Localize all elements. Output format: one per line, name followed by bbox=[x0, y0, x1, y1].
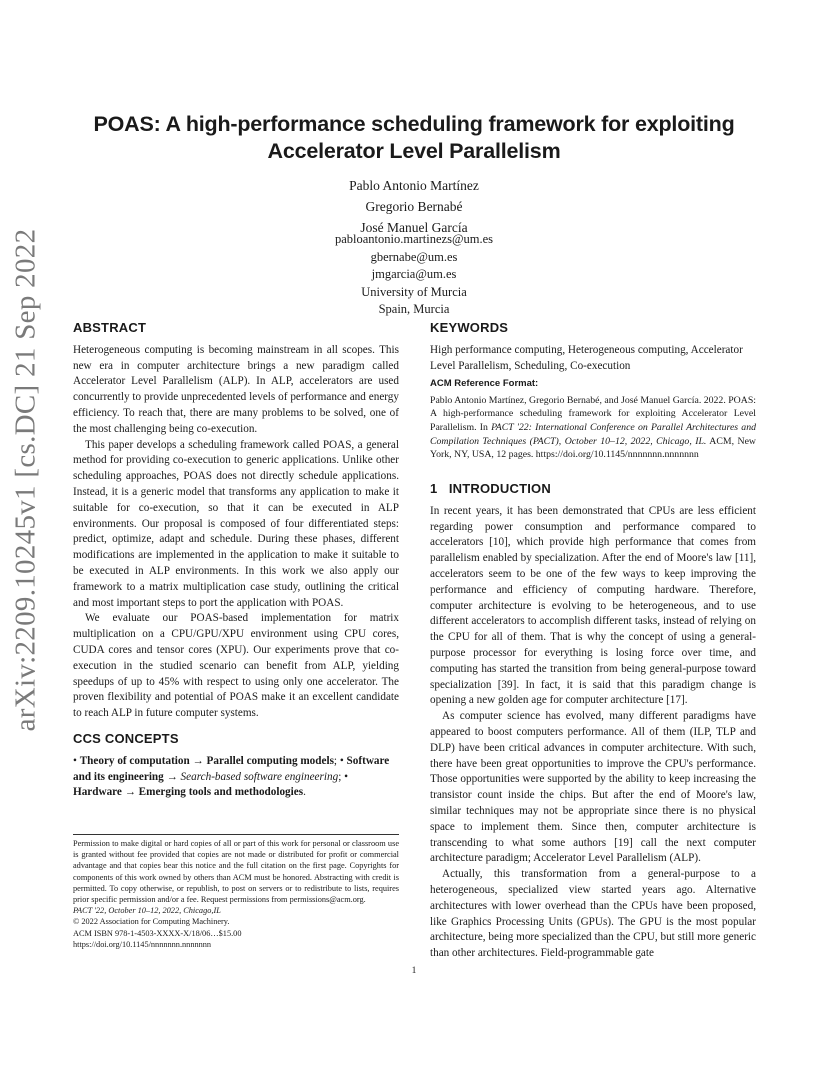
ccs-concept: Software and its engineering bbox=[73, 754, 390, 783]
title-line-2: Accelerator Level Parallelism bbox=[267, 139, 561, 163]
affiliation-institution: University of Murcia bbox=[361, 284, 467, 299]
abstract-paragraph: This paper develops a scheduling framework called POAS, a general method for providing co-execution to generic applications. Unlike other scheduling approaches, POAS does not directly schedule applications. Instead, it is a generic model that transforms any application to make it suitable for co-execution, so that it can be executed in ALP environments. Our proposal is composed of four differentiated steps: predict, optimize, adapt and schedule. During these phases, different modifications are implemented in the application to make it suitable to be executed in ALP environments. In this work we also apply our framework to a matrix multiplication case study, outlining the critical and most important steps to port the application with POAS. bbox=[73, 438, 399, 609]
arrow: → bbox=[163, 770, 181, 783]
author-list bbox=[214, 175, 614, 238]
abstract-paragraph: Heterogeneous computing is becoming mainstream in all scopes. This new era in computer architecture brings a new paradigm called Accelerator Level Parallelism (ALP). In ALP, accelerators are used concurrently to provide unprecedented levels of performance and energy efficiency. To reach that, there are many problems to be solved, one of the most challenging being co-execution. bbox=[73, 343, 399, 435]
author-name: José Manuel García bbox=[360, 220, 468, 235]
period: . bbox=[303, 786, 306, 799]
page-number: 1 bbox=[411, 966, 417, 976]
permission-notice: Permission to make digital or hard copies of all or part of this work for personal or classroom use is granted without fee provided that copies are not made or distributed for profit or commercial advantage and that copies bear this notice and the full citation on the first page. Copyrights for components of this work owned by others than ACM must be honored. Abstracting with credit is permitted. To copy otherwise, or republish, to post on servers or to redistribute to lists, requires prior specific permission and/or a fee. Request permissions from permissions@acm.org. bbox=[73, 839, 399, 905]
isbn-line: ACM ISBN 978-1-4503-XXXX-X/18/06…$15.00 bbox=[73, 928, 242, 938]
affiliation-location: Spain, Murcia bbox=[378, 302, 450, 316]
author-email: gbernabe@um.es bbox=[370, 249, 458, 264]
intro-paragraph: As computer science has evolved, many different paradigms have appeared to boost computers performance. All of them (ILP, TLP and DLP) have been critical advances in computer architecture. With such, there have been great opportunities to improve the CPU's performance. Those opportunities were supported by the ability to keep increasing the transistor count inside the chips. But after the end of Moore's law, similar techniques may not be appropriate since there is no physical space to implement them. Since then, computer architecture is transcending to what some authors [19] call the next computer architecture paradigm; Accelerator Level Parallelism (ALP). bbox=[430, 710, 756, 865]
ccs-concept: Search-based software engineering bbox=[180, 770, 339, 783]
abstract-section bbox=[73, 320, 399, 722]
keywords-text: High performance computing, Heterogeneous computing, Accelerator Level Parallelism, Scheduling, Co-execution bbox=[430, 343, 743, 372]
separator: ; • bbox=[338, 770, 349, 783]
author-name: Gregorio Bernabé bbox=[365, 199, 463, 214]
ccs-concept: Emerging tools and methodologies bbox=[138, 786, 304, 799]
arrow: → bbox=[121, 786, 139, 799]
ccs-concept: Hardware bbox=[73, 786, 122, 799]
acm-reference-heading: ACM Reference Format: bbox=[430, 378, 539, 389]
introduction-section bbox=[430, 481, 756, 962]
separator: ; • bbox=[333, 754, 347, 767]
author-email: jmgarcia@um.es bbox=[371, 267, 457, 281]
bullet: • bbox=[73, 754, 80, 767]
arxiv-identifier: arXiv:2209.10245v1 [cs.DC] 21 Sep 2022 bbox=[9, 228, 42, 732]
ccs-concepts-text bbox=[73, 754, 399, 801]
footnote-rule bbox=[73, 834, 399, 835]
arrow: → bbox=[189, 754, 207, 767]
ccs-concepts-section bbox=[73, 731, 399, 801]
title-line-1: POAS: A high-performance scheduling framework for exploiting bbox=[93, 112, 735, 136]
ccs-concept: Parallel computing models bbox=[206, 754, 334, 767]
venue-line: PACT '22, October 10–12, 2022, Chicago,IL bbox=[73, 906, 221, 916]
paper-title bbox=[40, 111, 788, 165]
acm-reference-text bbox=[430, 394, 756, 462]
copyright-footnote bbox=[73, 838, 399, 950]
reference-publisher: ACM, New York, NY, USA, 12 pages. https://doi.org/10.1145/nnnnnnn.nnnnnnn bbox=[430, 435, 756, 461]
ccs-concept: Theory of computation bbox=[79, 754, 190, 767]
acm-reference-section bbox=[430, 376, 756, 462]
copyright-line: © 2022 Association for Computing Machinery. bbox=[73, 917, 230, 927]
ccs-heading: CCS CONCEPTS bbox=[73, 731, 179, 746]
abstract-paragraph: We evaluate our POAS-based implementation for matrix multiplication on a CPU/GPU/XPU environment using CPU cores, CUDA cores and tensor cores (XPU). Our experiments prove that co-execution in the studied scenario can benefit from ALP, yielding speedups of up to 45% with respect to using only one accelerator. The proven flexibility and potential of POAS make it an excellent candidate to reach ALP in future computer systems. bbox=[73, 612, 399, 720]
doi-line: https://doi.org/10.1145/nnnnnnn.nnnnnnn bbox=[73, 939, 212, 949]
author-email: pabloantonio.martinezs@um.es bbox=[334, 232, 493, 246]
reference-venue: PACT '22: International Conference on Parallel Architectures and Compilation Techniques (PACT), October 10–12, 2022, Chicago, IL. bbox=[430, 421, 756, 447]
intro-paragraph: In recent years, it has been demonstrated that CPUs are less efficient regarding power consumption and performance compared to accelerators [10], which provide high performance that comes from parallelism enabled by specialization. After the end of Moore's law [11], accelerators seem to be one of the few ways to keep improving the performance and efficiency of computing hardware. Therefore, computer architecture is evolving to be heterogeneous, and to use different accelerators to accomplish different tasks, instead of relying on the CPU for all of them. That is why the concept of using a general-purpose processor for everything is losing force over time, and computing has started the transition from being general-purpose toward specialization [39]. In fact, it is said that this paradigm change is opening a new golden age for computer architecture [17]. bbox=[430, 504, 756, 707]
reference-authors-title: Pablo Antonio Martínez, Gregorio Bernabé, and José Manuel García. 2022. POAS: A high-performance scheduling framework for exploiting Accelerator Level Parallelism. In bbox=[430, 394, 756, 433]
author-affiliation-block bbox=[214, 231, 614, 319]
abstract-heading: ABSTRACT bbox=[73, 320, 147, 335]
keywords-heading: KEYWORDS bbox=[430, 320, 509, 335]
intro-paragraph: Actually, this transformation from a general-purpose to a heterogeneous, specialized view started years ago. Alternative architectures with lower overhead than the CPUs have been proposed, like Graphics Processing Units (GPUs). The GPU is the most popular architecture, being more specialized than the CPU, but still more generic than other architectures. Field-programmable gate bbox=[430, 868, 756, 960]
keywords-section bbox=[430, 320, 756, 374]
author-name: Pablo Antonio Martínez bbox=[349, 178, 479, 193]
introduction-heading: 1 INTRODUCTION bbox=[430, 481, 551, 496]
